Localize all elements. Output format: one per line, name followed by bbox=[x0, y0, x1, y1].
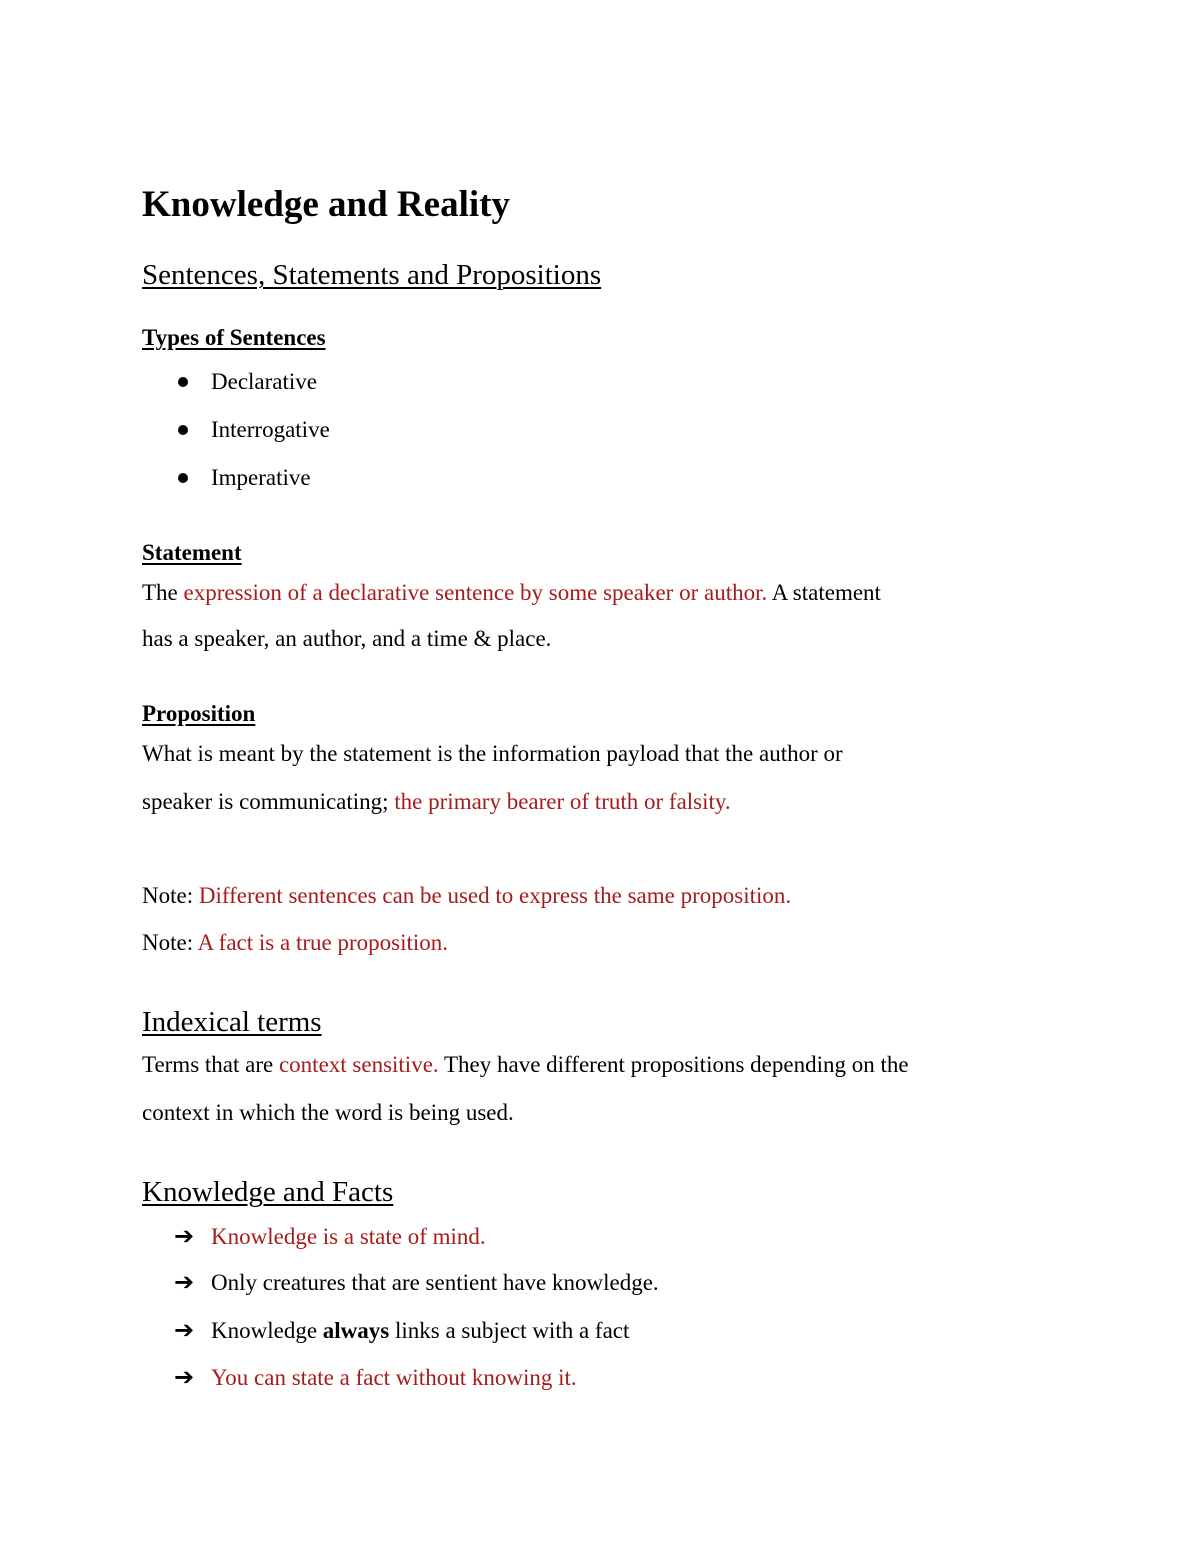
knowledge-item-3 bbox=[211, 1319, 629, 1342]
page-title: Knowledge and Reality bbox=[142, 184, 510, 225]
knowledge-item-2: Only creatures that are sentient have knowledge. bbox=[211, 1270, 659, 1295]
right-arrow-icon: ➔ bbox=[174, 1363, 195, 1391]
knowledge-item-1: Knowledge is a state of mind. bbox=[211, 1224, 486, 1249]
indexical-suffix: They have different propositions depending on the bbox=[438, 1052, 909, 1077]
note-text: A fact is a true proposition. bbox=[197, 930, 448, 955]
note-label: Note: bbox=[142, 883, 199, 908]
statement-line-1 bbox=[142, 581, 881, 604]
proposition-line-2 bbox=[142, 790, 731, 813]
indexical-prefix: Terms that are bbox=[142, 1052, 279, 1077]
statement-suffix: A statement bbox=[767, 580, 881, 605]
note-text: Different sentences can be used to express the same proposition. bbox=[198, 883, 792, 908]
subheading-types-of-sentences: Types of Sentences bbox=[142, 325, 326, 350]
bullet-icon bbox=[178, 377, 188, 387]
right-arrow-icon: ➔ bbox=[174, 1316, 195, 1344]
section-heading-indexical-terms: Indexical terms bbox=[142, 1006, 322, 1038]
proposition-line-1: What is meant by the statement is the information payload that the author or bbox=[142, 741, 843, 766]
indexical-line-1 bbox=[142, 1053, 909, 1076]
bullet-icon bbox=[178, 425, 188, 435]
subheading-proposition: Proposition bbox=[142, 701, 256, 726]
list-item-declarative: Declarative bbox=[211, 369, 317, 394]
proposition-prefix: speaker is communicating; bbox=[142, 789, 395, 814]
note-label: Note: bbox=[142, 930, 198, 955]
note-2 bbox=[142, 931, 448, 954]
knowledge-item-3-emphasis: always bbox=[322, 1318, 390, 1343]
right-arrow-icon: ➔ bbox=[174, 1222, 195, 1250]
subheading-statement: Statement bbox=[142, 540, 242, 565]
knowledge-item-3-prefix: Knowledge bbox=[211, 1318, 323, 1343]
statement-line-2: has a speaker, an author, and a time & place. bbox=[142, 626, 552, 651]
list-item-imperative: Imperative bbox=[211, 465, 311, 490]
note-1 bbox=[142, 884, 791, 907]
right-arrow-icon: ➔ bbox=[174, 1268, 195, 1296]
indexical-highlight: context sensitive. bbox=[278, 1052, 439, 1077]
knowledge-item-4: You can state a fact without knowing it. bbox=[211, 1365, 577, 1390]
bullet-icon bbox=[178, 473, 188, 483]
statement-definition-highlight: expression of a declarative sentence by some speaker or author. bbox=[183, 580, 768, 605]
section-heading-sentences: Sentences, Statements and Propositions bbox=[142, 259, 602, 291]
statement-prefix: The bbox=[142, 580, 184, 605]
section-heading-knowledge-and-facts: Knowledge and Facts bbox=[142, 1176, 394, 1208]
knowledge-item-3-suffix: links a subject with a fact bbox=[389, 1318, 630, 1343]
indexical-line-2: context in which the word is being used. bbox=[142, 1100, 514, 1125]
list-item-interrogative: Interrogative bbox=[211, 417, 330, 442]
proposition-highlight: the primary bearer of truth or falsity. bbox=[394, 789, 731, 814]
